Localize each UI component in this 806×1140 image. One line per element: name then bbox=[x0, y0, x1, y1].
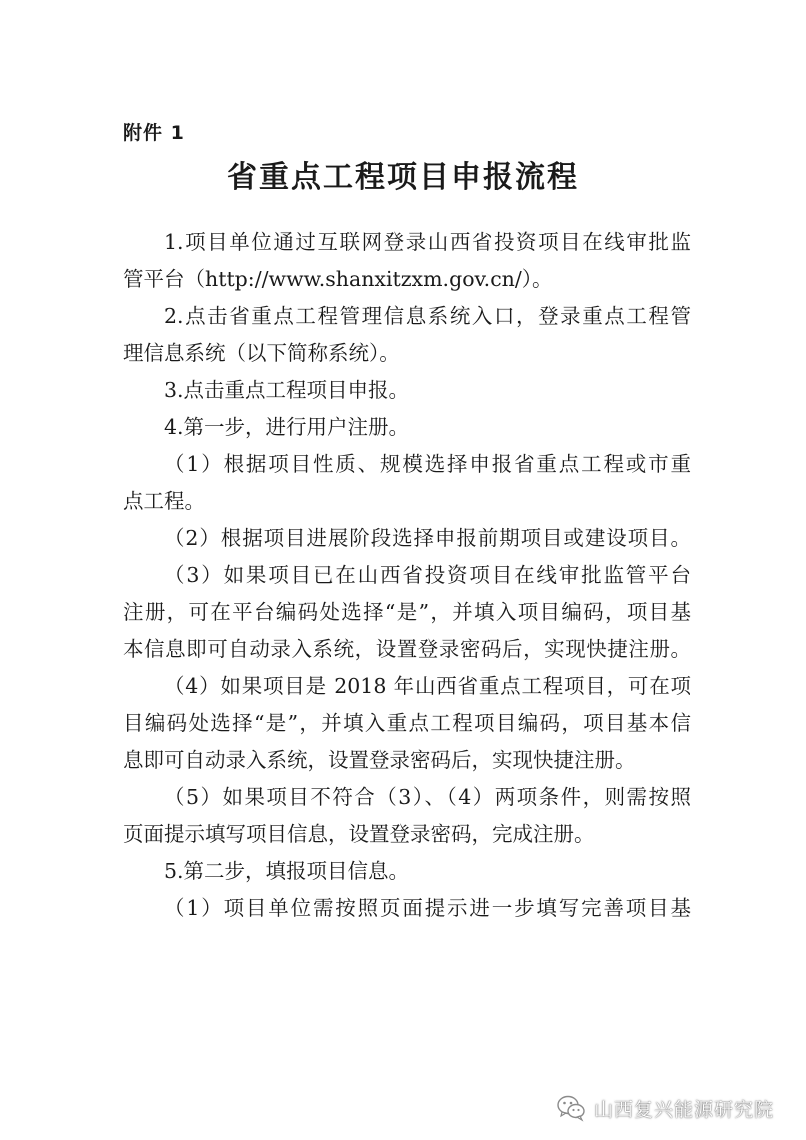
paragraph-line: （2）根据项目进展阶段选择申报前期项目或建设项目。 bbox=[164, 526, 691, 550]
paragraph-line: 4.第一步，进行用户注册。 bbox=[164, 415, 410, 439]
paragraph-line: 2.点击省重点工程管理信息系统入口，登录重点工程管 bbox=[164, 304, 691, 328]
paragraph-line: 息即可自动录入系统，设置登录密码后，实现快捷注册。 bbox=[123, 748, 636, 772]
watermark-text: 山西复兴能源研究院 bbox=[594, 1098, 775, 1121]
paragraph-line: 5.第二步，填报项目信息。 bbox=[164, 859, 410, 883]
paragraph-line: （5）如果项目不符合（3）、（4）两项条件，则需按照 bbox=[164, 785, 691, 809]
paragraph-line: （3）如果项目已在山西省投资项目在线审批监管平台 bbox=[164, 563, 691, 587]
watermark bbox=[556, 1093, 774, 1123]
paragraph-line: （1）项目单位需按照页面提示进一步填写完善项目基 bbox=[164, 896, 691, 920]
paragraph-line: 目编码处选择“是”，并填入重点工程项目编码，项目基本信 bbox=[123, 711, 691, 735]
paragraph-line: 管平台（http://www.shanxitzxm.gov.cn/）。 bbox=[123, 267, 553, 291]
paragraph-line: 注册，可在平台编码处选择“是”，并填入项目编码，项目基 bbox=[123, 600, 691, 624]
paragraph-line: （4）如果项目是 2018 年山西省重点工程项目，可在项 bbox=[164, 674, 691, 698]
paragraph-line: 理信息系统（以下简称系统）。 bbox=[123, 341, 400, 365]
document-title: 省重点工程项目申报流程 bbox=[227, 160, 579, 195]
paragraph-line: 点工程。 bbox=[123, 489, 205, 513]
paragraph-line: 页面提示填写项目信息，设置登录密码，完成注册。 bbox=[123, 822, 595, 846]
paragraph-line: 本信息即可自动录入系统，设置登录密码后，实现快捷注册。 bbox=[123, 637, 691, 661]
attachment-label: 附件 1 bbox=[123, 122, 185, 144]
paragraph-line: （1）根据项目性质、规模选择申报省重点工程或市重 bbox=[164, 452, 691, 476]
paragraph-line: 3.点击重点工程项目申报。 bbox=[164, 378, 410, 402]
paragraph-line: 1.项目单位通过互联网登录山西省投资项目在线审批监 bbox=[164, 230, 691, 254]
wechat-icon bbox=[556, 1094, 586, 1122]
document-body bbox=[123, 224, 691, 927]
